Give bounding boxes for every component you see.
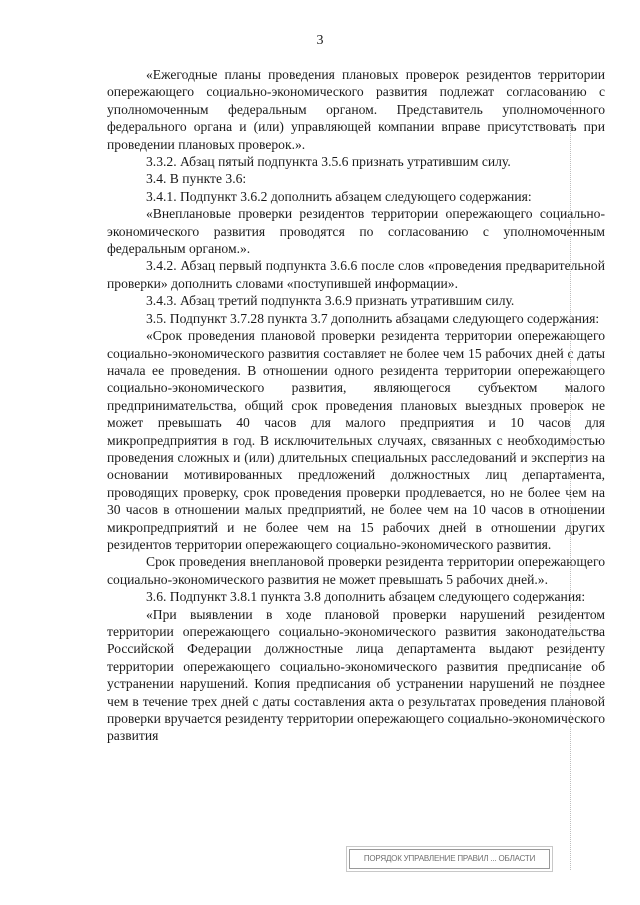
paragraph: 3.4.2. Абзац первый подпункта 3.6.6 после слов «проведения предварительной проверки» дополнить словами «поступившей информации». — [107, 258, 605, 291]
paragraph: 3.4.1. Подпункт 3.6.2 дополнить абзацем следующего содержания: — [146, 188, 532, 204]
paragraph: Срок проведения внеплановой проверки резидента территории опережающего социально-экономического развития не может превышать 5 рабочих дней.». — [107, 554, 605, 587]
scan-edge-line — [570, 90, 571, 870]
paragraph: 3.3.2. Абзац пятый подпункта 3.5.6 признать утратившим силу. — [146, 154, 511, 170]
paragraph: «При выявлении в ходе плановой проверки нарушений резидентом территории опережающего социально-экономического развития законодательства Российской Федерации должностные лица департамента выдают резиденту территории опережающего социально-экономического развития предписание об устранении нарушений. Копия предписания об устранении нарушений не позднее чем в течение трех дней с даты составления акта о результатах проведения плановой проверки вручается резиденту территории опережающего социально-экономического развития — [107, 606, 605, 744]
registration-stamp: ПОРЯДОК УПРАВЛЕНИЕ ПРАВИЛ ... ОБЛАСТИ — [349, 849, 550, 869]
paragraph: 3.5. Подпункт 3.7.28 пункта 3.7 дополнить абзацами следующего содержания: — [146, 310, 600, 326]
paragraph: «Срок проведения плановой проверки резидента территории опережающего социально-экономического развития составляет не более чем 15 рабочих дней с даты начала ее проведения. В отношении одного резидента территории опережающего социально-экономического развития, являющегося субъектом малого предпринимательства, общий срок проведения плановых выездных проверок не может превышать 40 часов для малого предприятия и 10 часов для микропредприятия в год. В исключительных случаях, связанных с необходимостью проведения сложных и (или) длительных специальных расследований и экспертиз на основании мотивированных предложений должностных лиц департамента, проводящих проверку, срок проведения проверки продлевается, но не более чем на 30 часов в отношении малых предприятий, не более чем на 10 часов в отношении микропредприятий и не более чем на 15 рабочих дней в отношении других резидентов территории опережающего социально-экономического развития. — [107, 328, 605, 552]
paragraph: 3.4.3. Абзац третий подпункта 3.6.9 признать утратившим силу. — [146, 293, 515, 309]
document-body — [107, 66, 605, 745]
paragraph: 3.4. В пункте 3.6: — [146, 171, 247, 187]
paragraph: «Ежегодные планы проведения плановых проверок резидентов территории опережающего социально-экономического развития подлежат согласованию с уполномоченным федеральным органом. Представитель уполномоченного федерального органа и (или) управляющей компании вправе присутствовать при проведении плановых проверок.». — [107, 67, 605, 152]
page-number: 3 — [316, 33, 324, 48]
paragraph: 3.6. Подпункт 3.8.1 пункта 3.8 дополнить абзацем следующего содержания: — [146, 589, 586, 605]
paragraph: «Внеплановые проверки резидентов территории опережающего социально-экономического развития проводятся по согласованию с уполномоченным федеральным органом.». — [107, 206, 605, 257]
